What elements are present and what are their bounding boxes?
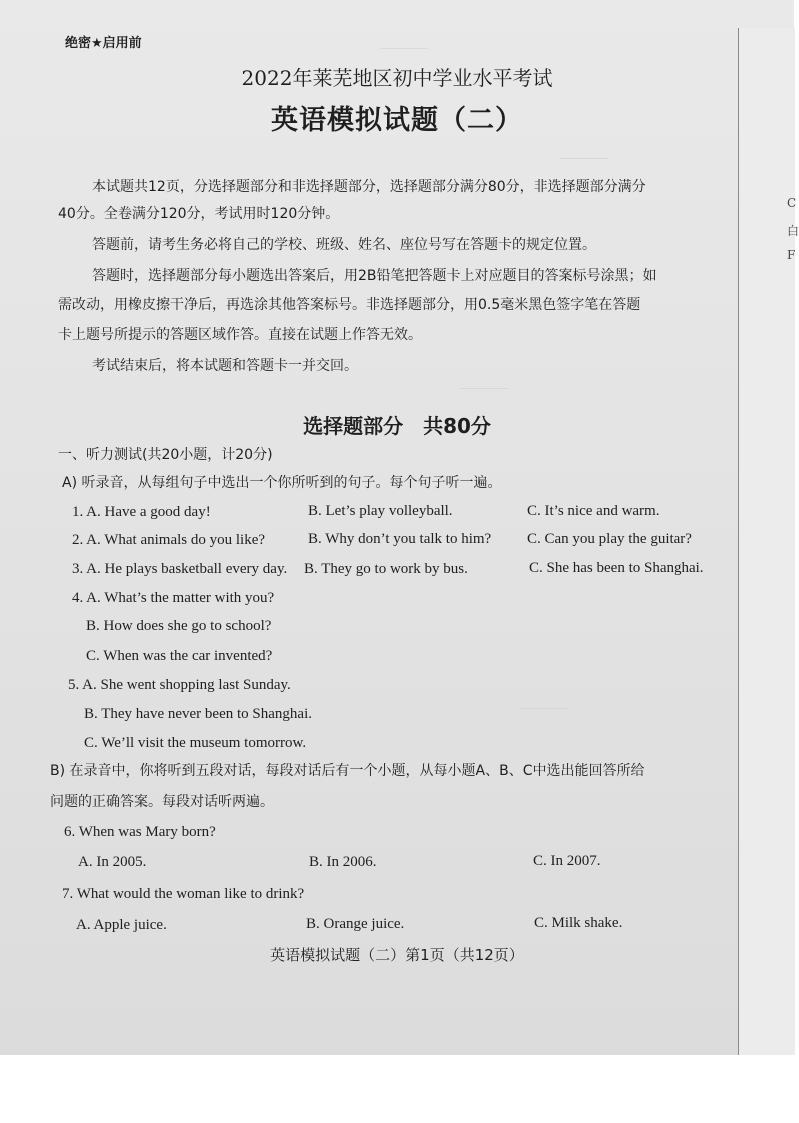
option-c: C. When was the car invented?: [86, 648, 273, 664]
paper-title: 英语模拟试题（二）: [271, 105, 523, 136]
option-b: B. In 2006.: [309, 854, 377, 870]
show-through-text: ————: [380, 40, 428, 54]
question-stem: 7. What would the woman like to drink?: [62, 886, 305, 902]
instruction-line: 40分。全卷满分120分，考试用时120分钟。: [58, 206, 340, 222]
instruction-line: 本试题共12页，分选择题部分和非选择题部分，选择题部分满分80分，非选择题部分满分: [92, 179, 646, 195]
option-c: C. It’s nice and warm.: [527, 503, 660, 519]
option-b: B. They have never been to Shanghai.: [84, 706, 312, 722]
option-a: A. In 2005.: [78, 854, 147, 870]
option-c: C. In 2007.: [533, 853, 601, 869]
option-b: B. How does she go to school?: [86, 618, 272, 634]
instruction-line: 卡上题号所提示的答题区域作答。直接在试题上作答无效。: [58, 327, 422, 343]
instruction-line: 答题时，选择题部分每小题选出答案后，用2B铅笔把答题卡上对应题目的答案标号涂黑；如: [92, 268, 657, 284]
option-b: B. Let’s play volleyball.: [308, 503, 453, 519]
option-a: 3. A. He plays basketball every day.: [72, 561, 288, 577]
part-heading: 一、听力测试(共20小题，计20分): [58, 447, 273, 463]
exam-title: 2022年莱芜地区初中学业水平考试: [241, 66, 553, 90]
margin-letter: 白: [787, 224, 799, 238]
show-through-text: ————: [460, 380, 508, 394]
part-instruction: B) 在录音中，你将听到五段对话，每段对话后有一个小题，从每小题A、B、C中选出能回答所给: [50, 763, 645, 779]
option-a: 1. A. Have a good day!: [72, 504, 211, 520]
option-b: B. Why don’t you talk to him?: [308, 531, 492, 547]
option-c: C. She has been to Shanghai.: [529, 560, 704, 576]
option-a: 2. A. What animals do you like?: [72, 532, 266, 548]
confidential-mark: 绝密★启用前: [65, 36, 142, 51]
page-footer: 英语模拟试题（二）第1页（共12页）: [270, 946, 524, 964]
instruction-line: 考试结束后，将本试题和答题卡一并交回。: [92, 358, 358, 374]
instruction-line: 需改动，用橡皮擦干净后，再选涂其他答案标号。非选择题部分，用0.5毫米黑色签字笔在答题: [58, 297, 641, 313]
option-b: B. Orange juice.: [306, 916, 405, 932]
question-stem: 6. When was Mary born?: [64, 824, 216, 840]
option-a: 4. A. What’s the matter with you?: [72, 590, 275, 606]
margin-letter: F: [787, 248, 796, 262]
show-through-text: ————: [560, 150, 608, 164]
option-c: C. We’ll visit the museum tomorrow.: [84, 735, 307, 751]
show-through-text: ————: [520, 700, 568, 714]
option-a: 5. A. She went shopping last Sunday.: [68, 677, 291, 693]
adjacent-page-edge: [738, 28, 799, 1055]
option-c: C. Can you play the guitar?: [527, 531, 692, 547]
margin-letter: C: [787, 196, 797, 210]
option-b: B. They go to work by bus.: [304, 561, 468, 577]
section-title: 选择题部分 共80分: [303, 414, 491, 438]
instruction-line: 答题前，请考生务必将自己的学校、班级、姓名、座位号写在答题卡的规定位置。: [92, 237, 596, 253]
part-instruction: 问题的正确答案。每段对话听两遍。: [50, 794, 274, 810]
option-a: A. Apple juice.: [76, 917, 167, 933]
part-instruction: A) 听录音，从每组句子中选出一个你所听到的句子。每个句子听一遍。: [62, 475, 502, 491]
option-c: C. Milk shake.: [534, 915, 623, 931]
